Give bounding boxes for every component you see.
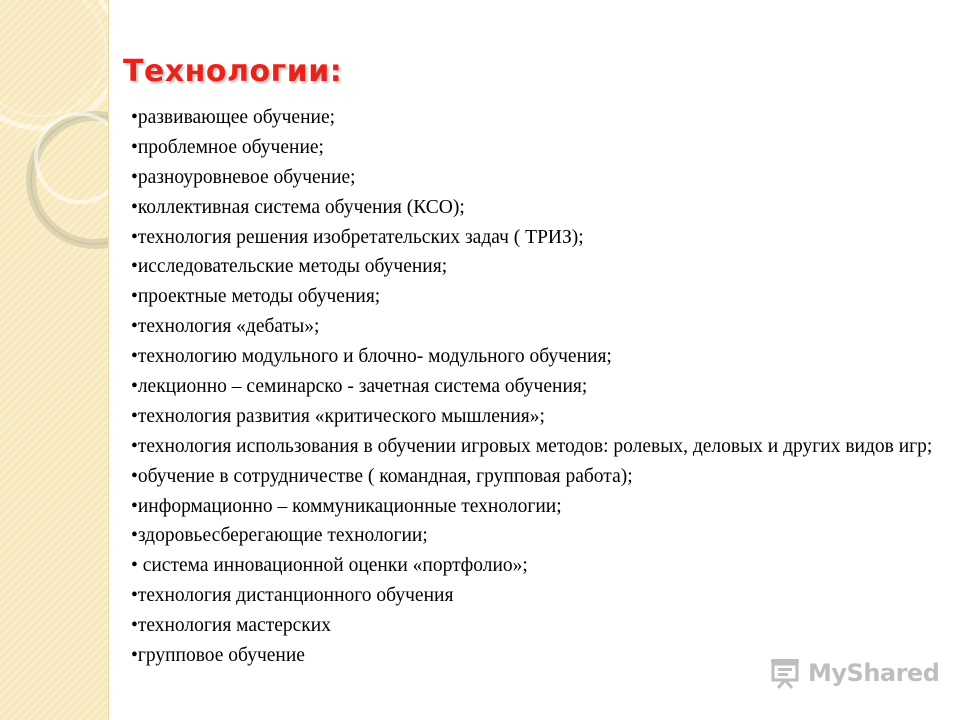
list-item: • система инновационной оценки «портфолио»; [131, 555, 528, 577]
list-item: •развивающее обучение; [131, 107, 336, 128]
list-item: •здоровьесберегающие технологии; [131, 525, 428, 547]
list-item: •технология использования в обучении игровых методов: ролевых, деловых и других видов игр; [131, 435, 933, 457]
watermark-text: MyShared [808, 659, 940, 687]
list-item: •технология дистанционного обучения [131, 585, 454, 607]
list-item: •технологию модульного и блочно- модульного обучения; [131, 346, 612, 368]
list-item: •технология развития «критического мышления»; [131, 405, 545, 427]
list-item: •технология решения изобретательских задач ( ТРИЗ); [131, 226, 584, 248]
projector-screen-icon [768, 656, 802, 690]
decorative-rings-icon [0, 0, 108, 720]
list-item: •информационно – коммуникационные технологии; [131, 495, 562, 517]
list-item: •обучение в сотрудничестве ( командная, групповая работа); [131, 465, 633, 487]
list-item: •разноуровневое обучение; [131, 166, 356, 188]
decorative-side-panel [0, 0, 109, 720]
list-item: •коллективная система обучения (КСО); [131, 196, 465, 218]
technology-list [131, 108, 941, 676]
slide-title: Технологии: [123, 54, 343, 89]
list-item: •проектные методы обучения; [131, 286, 381, 308]
list-item: •исследовательские методы обучения; [131, 256, 448, 278]
list-item: •технология «дебаты»; [131, 316, 320, 338]
list-item: •лекционно – семинарско - зачетная система обучения; [131, 376, 588, 398]
list-item: •технология мастерских [131, 615, 331, 637]
list-item: •проблемное обучение; [131, 136, 324, 158]
list-item: •групповое обучение [131, 645, 305, 667]
watermark [768, 655, 939, 691]
